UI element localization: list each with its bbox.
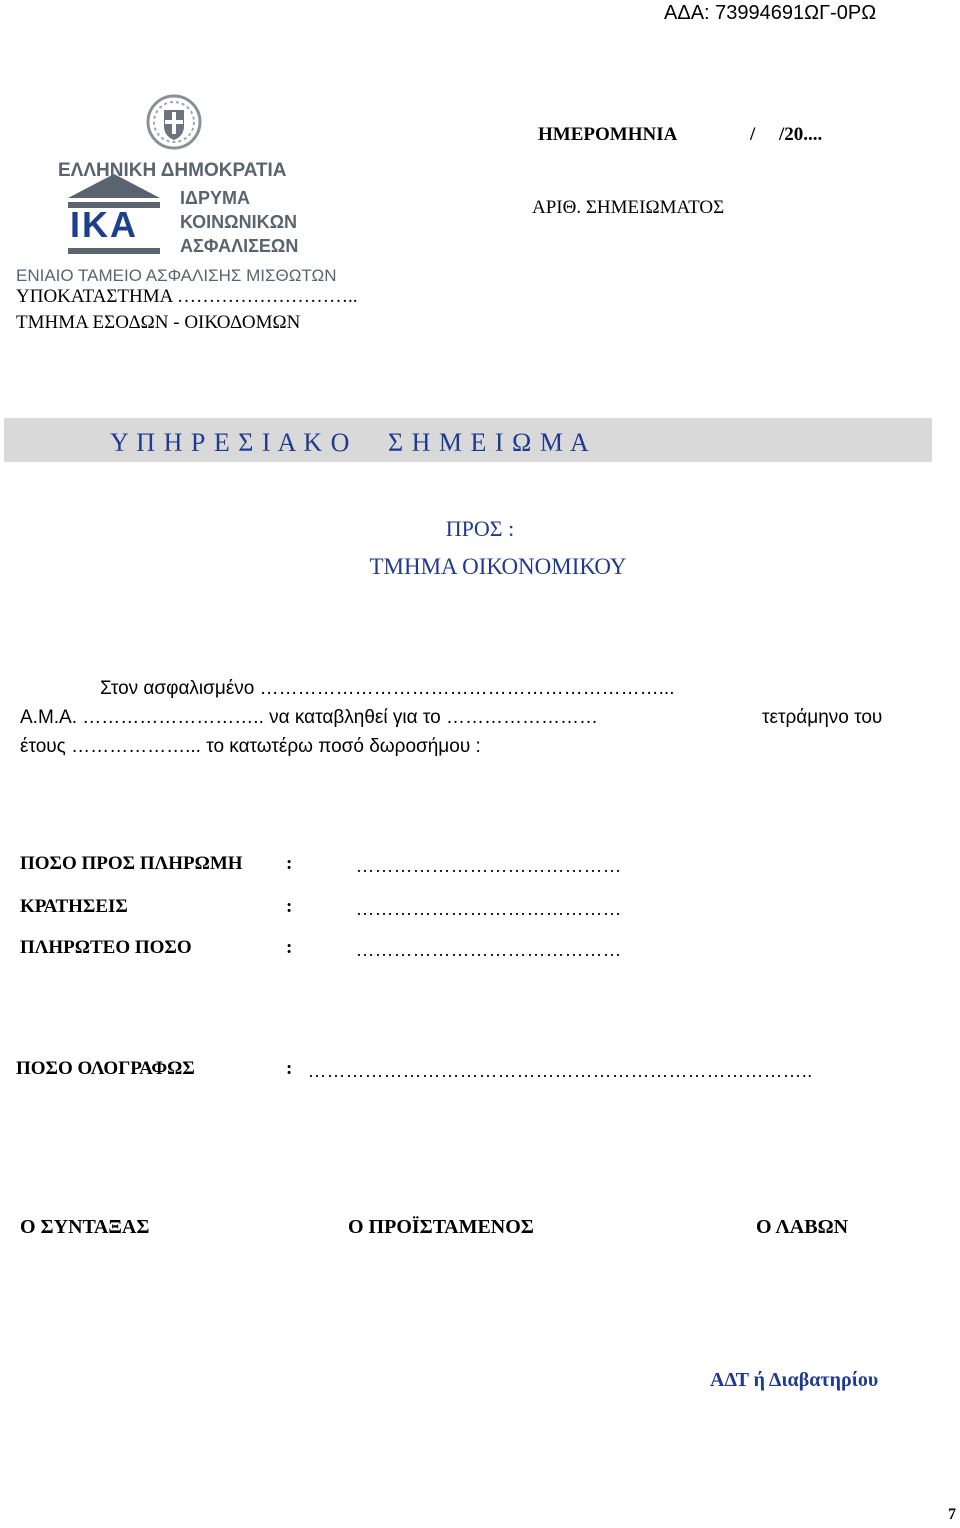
logo-bottom-text: ΕΝΙΑΙΟ ΤΑΜΕΙΟ ΑΣΦΑΛΙΣΗΣ ΜΙΣΘΩΤΩΝ (16, 266, 337, 285)
recipient-label: ΠΡΟΣ : (445, 516, 515, 541)
title-banner (4, 418, 932, 462)
in-words-label: ΠΟΣΟ ΟΛΟΓΡΑΦΩΣ (16, 1058, 195, 1079)
ama-line: Α.Μ.Α. ……………………….. να καταβληθεί για το …………………… (20, 707, 598, 728)
ika-logo (14, 92, 358, 288)
year-line: έτους ………………... το κατωτέρω ποσό δωροσήμου : (20, 736, 481, 757)
amount-label: ΠΟΣΟ ΠΡΟΣ ΠΛΗΡΩΜΗ (20, 853, 243, 874)
insured-line: Στον ασφαλισμένο ………………………………………………………... (100, 678, 675, 699)
four-month-label: τετράμηνο του (762, 707, 883, 728)
signature-head: Ο ΠΡΟΪΣΤΑΜΕΝΟΣ (348, 1216, 534, 1238)
document-title: Υ Π Η Ρ Ε Σ Ι Α Κ Ο Σ Η Μ Ε Ι Ω Μ Α (110, 428, 590, 457)
date-label: ΗΜΕΡΟΜΗΝΙΑ (538, 124, 678, 145)
logo-line4: ΑΣΦΑΛΙΣΕΩΝ (180, 236, 299, 256)
logo-line2: ΙΔΡΥΜΑ (180, 188, 250, 208)
amount-label: ΚΡΑΤΗΣΕΙΣ (20, 896, 128, 917)
amount-label: ΠΛΗΡΩΤΕΟ ΠΟΣΟ (20, 937, 192, 958)
page-number: 7 (948, 1506, 956, 1523)
signature-receiver: Ο ΛΑΒΩΝ (756, 1216, 849, 1238)
recipient-value: ΤΜΗΜΑ ΟΙΚΟΝΟΜΙΚΟΥ (369, 554, 627, 579)
logo-line1: ΕΛΛΗΝΙΚΗ ΔΗΜΟΚΡΑΤΙΑ (58, 160, 287, 181)
ada-number: ΑΔΑ: 73994691ΩΓ-0ΡΩ (664, 2, 877, 24)
amount-value: …………………………………… (356, 856, 622, 876)
in-words-value: …………………………………………………………………….. (308, 1061, 813, 1081)
branch-label: ΥΠΟΚΑΤΑΣΤΗΜΑ ……………………….. (16, 286, 358, 307)
department-label: ΤΜΗΜΑ ΕΣΟΔΩΝ - ΟΙΚΟΔΟΜΩΝ (16, 312, 301, 333)
id-document-label: ΑΔΤ ή Διαβατηρίου (710, 1369, 879, 1391)
amount-colon: : (286, 896, 293, 917)
logo-line3: ΚΟΙΝΩΝΙΚΩΝ (180, 212, 298, 232)
amount-value: …………………………………… (356, 940, 622, 960)
in-words-colon: : (286, 1058, 293, 1079)
signature-composer: Ο ΣΥΝΤΑΞΑΣ (20, 1216, 150, 1238)
amount-colon: : (286, 853, 293, 874)
amount-value: …………………………………… (356, 899, 622, 919)
note-number-label: ΑΡΙΘ. ΣΗΜΕΙΩΜΑΤΟΣ (532, 197, 725, 218)
date-value: / /20.... (750, 124, 823, 145)
logo-acronym: ΙΚΑ (70, 204, 138, 245)
amount-colon: : (286, 937, 293, 958)
